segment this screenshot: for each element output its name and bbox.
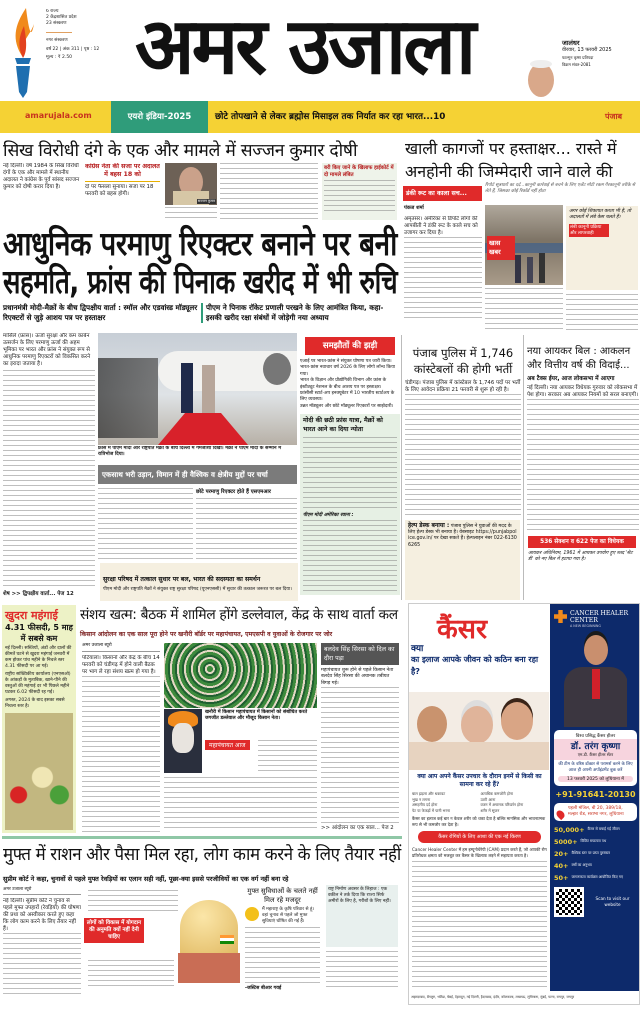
address-card bbox=[554, 803, 637, 821]
ad-doctor-panel bbox=[550, 604, 640, 991]
photo-caption: फ्रांस में पीएम मोदी और राष्ट्रपति मैक्रों के बीच दिल्ली में गर्मजोशी दिखी। मैक्रों ने पीएम मोदी के सम्मान में रात्रिभोज दिया। bbox=[98, 446, 282, 457]
stats-list bbox=[554, 824, 637, 884]
top-strip bbox=[0, 101, 640, 133]
rajnath-photo bbox=[523, 55, 559, 101]
city: जालंधर bbox=[562, 39, 580, 47]
sajjan-photo bbox=[165, 163, 217, 205]
inflation-bullet: राष्ट्रीय सांख्यिकीय कार्यालय (एनएसओ) के आंकड़ों के मुताबिक, खाने-पीने की वस्तुओं की महंगाई दर भी पिछले महीने घटकर 6.02 फीसदी रह गई। bbox=[5, 672, 71, 695]
tax-column bbox=[527, 345, 639, 533]
dateline bbox=[562, 40, 640, 68]
stat-label: जागरूकता कार्यक्रम आयोजित किए गए bbox=[571, 875, 623, 880]
appointment-date: 13 फरवरी 2025 को लुधियाना में bbox=[558, 776, 633, 782]
qr-text: Scan to visit our website bbox=[595, 895, 630, 907]
visit-tag: पीएम मोदी अमेरिका रवाना : bbox=[303, 513, 354, 519]
inflation-box bbox=[2, 605, 76, 833]
sajjan-sub-box bbox=[85, 163, 160, 220]
ad-question: क्या आप अपने कैंसर उपचार के दौरान इनमें से किसी का सामना कर रहे हैं? bbox=[417, 773, 542, 788]
appointment-text: की टीम के वरिष्ठ डॉक्टर से परामर्श करने के लिए आज ही अपनी अपॉइंटमेंट बुक करें bbox=[558, 762, 633, 773]
city-edition: नगर संस्करण bbox=[46, 38, 68, 43]
smr-head: छोटे परमाणु रिएक्टर होते हैं एसएमआर bbox=[196, 489, 271, 495]
phone-number[interactable]: +91-91641-20130 bbox=[555, 789, 636, 799]
stat-number: 50,000+ bbox=[554, 825, 585, 834]
lead-body-text: मार्सिले (फ्रांस)। ऊर्जा सुरक्षा और कम कार्बन उत्सर्जन के लिए परमाणु ऊर्जा की अहम भूमिका पर भारत और फ्रांस ने संयुक्त रूप से आधुनिक परमाणु रिएक्टरों को विकसित करने का इरादा जताया है। bbox=[3, 333, 91, 367]
ad-brand-sub: A NEW BEGINNING bbox=[570, 624, 601, 628]
ad-paragraph: कैंसर का इलाज कई बार न केवल शरीर को थका देता है बल्कि मानसिक और भावनात्मक रूप से भी कमजोर कर देता है। bbox=[412, 816, 546, 827]
sajjan-side-head: बरी किए जाने के खिलाफ हाईकोर्ट में दो मामले लंबित bbox=[324, 165, 394, 178]
donkey-quote-box bbox=[566, 206, 638, 290]
tax-badge-body: आयकर अधिनियम, 1961 में आयकर उपयोग हुए शब्द 'सैट डी' को नए बिल में हटाया गया है। bbox=[528, 551, 633, 563]
ad-kya: क्या bbox=[411, 644, 424, 654]
donkey-body-text: अमृतसर। अमेरिका से डिपोर्ट लोगों की आपबीती ने डंकी रूट के काले सच को उजागर कर दिया है। bbox=[404, 216, 478, 236]
help-desk-box bbox=[405, 520, 520, 600]
continued-link[interactable]: शेष >> द्विपक्षीय वार्ता... पेज 12 bbox=[3, 591, 74, 597]
stat-number: 40+ bbox=[554, 861, 569, 870]
symptom: पेट या फेफड़ों में पानी भरना bbox=[412, 807, 450, 813]
doctor-name: डॉ. तरंग कृष्णा bbox=[554, 739, 637, 752]
tax-body-text: नई दिल्ली। नया आयकर विधेयक गुरुवार को लोकसभा में पेश होगा। सरकार अब आयकर नियमों को सरल बनाएगी। bbox=[527, 385, 639, 398]
stat-label: विजिट सफलता पथ bbox=[580, 839, 607, 844]
stat-label: वैश्विक स्तर पर प्राप्त पुरस्कार bbox=[571, 851, 610, 856]
sajjan-sub-head: कांग्रेस नेता की सजा पर अदालत में बहस 18 को bbox=[85, 163, 160, 182]
help-label: हेल्प डेस्क बनाया : bbox=[408, 522, 450, 529]
freebies-box-body: मैं महाराष्ट्र के कृषि परिवार से हूं। वहां चुनाव से पहले जो मुफ्त सुविधाएं घोषित की गई हैं। bbox=[262, 907, 315, 924]
lead-body bbox=[3, 333, 95, 598]
tax-sub: अब टैक्स ईयर, आज लोकसभा में आएगा bbox=[527, 376, 615, 382]
baldev-head: बलदेव सिंह सिरसा को दिल का दौरा पड़ा bbox=[321, 643, 399, 665]
section-tag: एयरो इंडिया-2025 bbox=[111, 101, 208, 133]
punjab-police-headline[interactable]: पंजाब पुलिस में 1,746 कांस्टेबलों की होगी भर्ती bbox=[412, 346, 514, 376]
issue-info: वर्ष 22 | अंक 311 | पृष्ठ : 12 bbox=[46, 47, 100, 52]
location-pin-icon bbox=[555, 808, 566, 819]
freebies-quote: लोगों को विकास में योगदान की अनुमति क्यों नहीं देनी चाहिए bbox=[84, 918, 144, 943]
masthead-title: अमर उजाला bbox=[135, 2, 474, 92]
baldev-box bbox=[321, 643, 399, 773]
donkey-tag: डंकी रूट का काला सच... bbox=[403, 186, 482, 201]
stat-number: 50+ bbox=[554, 873, 569, 882]
lead-headline-2[interactable]: सहमति, फ्रांस की पिनाक खरीद में भी रुचि bbox=[3, 262, 398, 301]
edition-note: 23 संस्करण bbox=[46, 21, 67, 26]
inflation-bullet: अगस्त, 2024 के बाद इसका सबसे निचला स्तर है। bbox=[5, 698, 65, 709]
cancer-ad[interactable] bbox=[408, 603, 640, 1005]
samvat: विक्रम संवत-2081 bbox=[562, 62, 591, 67]
tax-headline[interactable]: नया आयकर बिल : आकलन और वित्तीय वर्ष की विदाई... bbox=[527, 346, 631, 371]
inflation-title: खुदरा महंगाई bbox=[5, 609, 58, 622]
farmers-body-text: पटियाला। किसानों और केंद्र के बीच 14 फरवरी को चंडीगढ़ में होने वाली बैठक पर भाग ले रहा संशय खत्म हो गया है। bbox=[82, 655, 160, 675]
cancer-healer-logo-icon bbox=[554, 610, 567, 623]
tax-badge: 536 सेक्शन व 622 पेज का विधेयक bbox=[528, 536, 636, 548]
sajjan-side-box bbox=[322, 163, 397, 220]
ad-cities: अहमदाबाद, बेंगलुरु, भटिंडा, चेन्नई, देहरादून, नई दिल्ली, हैदराबाद, इंदौर, कोलकाता, लखनऊ, लुधियाना, मुंबई, पटना, रायपुर, जयपुर bbox=[411, 995, 575, 999]
symptom: वजन में अचानक परिवर्तन होना bbox=[480, 802, 524, 807]
healer-label: विश्व प्रसिद्ध कैंसर हीलर bbox=[575, 734, 616, 739]
symptom: उल्टी आना bbox=[480, 796, 496, 802]
agreements-box bbox=[300, 333, 400, 595]
supreme-court-image bbox=[176, 885, 240, 990]
stat-label: कैंसर से बचाई गई जीवन bbox=[587, 827, 620, 832]
badge-text: खास खबर bbox=[489, 239, 501, 256]
help-body: पंजाब पुलिस ने युवाओं की मदद के लिए हेल्प डेस्क भी बनाया है। वेबसाइट https://punjabpolice.gov.in/ पर देखा सकते हैं। हेल्पलाइन नंबर 022-61306265 bbox=[408, 524, 517, 548]
edition-note: 2 केंद्रशासित प्रदेश bbox=[46, 15, 77, 20]
symptom: बाल झड़ना और थकावट bbox=[412, 791, 446, 796]
site-link[interactable]: amarujala.com bbox=[25, 111, 92, 120]
freebies-right-body: राष्ट्र निर्माण अवसर के लिहाज : एक वकील ने तर्क दिया कि राज्य सिर्फ अमीरों के लिए है, गरीबों के लिए नहीं। bbox=[328, 887, 391, 904]
qr-code-icon[interactable] bbox=[554, 887, 584, 917]
unsc-box bbox=[100, 563, 298, 601]
farmers-sub: किसान आंदोलन का एक साल पूरा होने पर खनौरी बॉर्डर पर महापंचायत, एमएसपी व युवाओं के रोजगार पर जोर bbox=[80, 631, 333, 638]
ad-left-content bbox=[412, 773, 547, 989]
freebies-box-head: मुफ्त सुविधाओं के चलते नहीं मिल रहे मजदूर bbox=[247, 887, 318, 904]
donkey-byline: पंकज शर्मा bbox=[404, 205, 424, 211]
donkey-quote: अगर कोई शिकायत करता भी है, तो अदालतों में लंबे केस चलते हैं। bbox=[569, 209, 631, 220]
region-label: पंजाब bbox=[605, 112, 623, 121]
donkey-quote-tag: लंबी कानूनी प्रक्रिया और लापरवाही bbox=[569, 224, 609, 237]
inflation-body: नई दिल्ली। सब्जियों, अंडों और दालों की कीमतें घटने से खुदरा महंगाई जनवरी में कम होकर पांच महीने के निचले स्तर 4.31 फीसदी पर आ गई। bbox=[5, 646, 72, 669]
symptom: शरीर में सूजन bbox=[480, 807, 500, 813]
rupee-coin-icon bbox=[245, 907, 259, 921]
police-body-text: चंडीगढ़। पंजाब पुलिस में कांस्टेबल के 1,746 पदों पर भर्ती के लिए आवेदन प्रक्रिया 21 फरवरी से शुरू हो रही है। bbox=[405, 380, 521, 393]
baldev-body: महापंचायत शुरू होने से पहले किसान नेता बलदेव सिंह सिरसा की अचानक तबीयत बिगड़ गई। bbox=[321, 668, 394, 686]
lead-deck-right: पीएम ने पिनाक रॉकेट प्रणाली परखने के लिए आमंत्रित किया, कहा-इसकी खरीद रक्षा संबंधों में जोड़ेगी नया अध्याय bbox=[206, 303, 384, 322]
ad-brand: CANCER HEALER CENTER bbox=[570, 610, 629, 624]
stat-number: 5000+ bbox=[554, 837, 578, 846]
inflation-sub: 4.31 फीसदी, 5 माह में सबसे कम bbox=[5, 623, 73, 643]
edition-note: 6 राज्य bbox=[46, 9, 59, 14]
doctor-sub: एम.डी. कैंसर हीलर सेंटर bbox=[554, 752, 637, 760]
stat-label: वर्षों का अनुभव bbox=[571, 863, 592, 868]
donkey-body bbox=[404, 216, 482, 331]
symptom: अत्यधिक कमजोरी होना bbox=[480, 791, 513, 796]
agreement-item: भारत के विज्ञान और प्रौद्योगिकी विभाग और फ्रांस के इंस्टीट्यूट नेशनल के बीच आशय पत्र पर हस्ताक्षर। bbox=[300, 378, 387, 390]
symptom: असहनीय दर्द होना bbox=[412, 802, 438, 807]
mahapanchayat-tag: महापंचायत आज bbox=[205, 740, 250, 750]
freebies-byline: अमर उजाला ब्यूरो bbox=[3, 886, 81, 895]
freebies-body bbox=[3, 898, 81, 998]
farmers-byline: अमर उजाला ब्यूरो bbox=[82, 642, 160, 652]
donkey-deck: रिपोर्ट सूत्रधारों का दर्द...कानूनी कार्रवाई से बचने के लिए एजेंट मोटी रकम गैरकानूनी तरीके से लेते हैं, जिसका कोई रिकॉर्ड नहीं होता bbox=[485, 183, 636, 194]
family-photo bbox=[409, 692, 549, 770]
modi-macron-photo bbox=[98, 333, 297, 445]
punjab-police-column bbox=[405, 345, 521, 517]
farmers-caption: खनौरी में किसान महापंचायत में किसानों को संबोधित करते जगजीत डल्लेवाल और मौजूद किसान नेता। bbox=[205, 710, 308, 721]
freebies-body-text: नई दिल्ली। सुप्रीम कोर्ट ने चुनाव से पहले मुफ्त उपहारों (रेवड़ियों) की घोषणा की प्रथा को अस्वीकार करते हुए कहा कि लोग काम करने के लिए तैयार नहीं हैं। bbox=[3, 898, 81, 932]
agreements-title: समझौतों की झड़ी bbox=[305, 337, 395, 355]
ad-tagline: का इलाज आपके जीवन को कठिन बना रहा है? bbox=[411, 655, 539, 676]
lead-deck-left: प्रधानमंत्री मोदी-मैक्रों के बीच द्विपक्षीय वार्ता : स्मॉल और एडवांस्ड मॉड्यूलर रिएक्टरों से जुड़े आशय पत्र पर हस्ताक्षर bbox=[3, 303, 198, 322]
agreement-item: एआई पर भारत-फ्रांस ने संयुक्त घोषणा पत्र जारी किया। भारत-फ्रांस नवाचार वर्ष 2026 के लिए लोगो लॉन्च किया गया। bbox=[300, 359, 395, 377]
date: वीरवार, 13 फरवरी 2025 bbox=[562, 47, 612, 53]
continued-link[interactable]: >> आंदोलन का एक साल... पेज 2 bbox=[321, 825, 394, 831]
visit-head: मोदी की छठी फ्रांस यात्रा, मैक्रों को भारत आने का दिया न्योता bbox=[303, 417, 383, 433]
khas-khabar-badge bbox=[487, 236, 515, 260]
sajjan-headline[interactable]: सिख विरोधी दंगे के एक और मामले में सज्जन कुमार दोषी bbox=[3, 141, 358, 161]
flight-banner: एकसाथ भरी उड़ान, विमान में ही वैश्विक व क्षेत्रीय मुद्दों पर चर्चा bbox=[98, 465, 297, 484]
smr-box bbox=[196, 487, 297, 560]
vegetables-image bbox=[5, 713, 73, 830]
freebies-right-box bbox=[326, 885, 398, 947]
symptom: भूख न लगना bbox=[412, 796, 431, 802]
price: मूल्य : ₹ 2.50 bbox=[46, 55, 73, 60]
photo-label: सज्जन कुमार bbox=[197, 199, 215, 203]
sajjan-body-text: नई दिल्ली। वर्ष 1984 के सिख विरोधी दंगों के एक और मामले में स्थानीय अदालत ने कांग्रेस के पूर्व सांसद सज्जन कुमार को दोषी करार दिया है। bbox=[3, 163, 80, 190]
stat-number: 20+ bbox=[554, 849, 569, 858]
ad-pill: कैंसर रोगियों के लिए आशा की एक नई किरण bbox=[418, 831, 541, 843]
symptom-list bbox=[412, 791, 547, 813]
lead-headline-1[interactable]: आधुनिक परमाणु रिएक्टर बनाने पर बनी bbox=[3, 224, 397, 263]
ad-cancer-word: कैंसर bbox=[437, 614, 488, 645]
ad-paragraph-2: Cancer Healer Center में हम इम्यूनोथेरेपी (CAM) प्रदान करते हैं, जो आपकी रोग प्रतिरोधक क्षमता को मजबूत कर कैंसर के खिलाफ लड़ने में सहायता करता है। bbox=[412, 847, 547, 858]
freebies-headline[interactable]: मुफ्त में राशन और पैसा मिल रहा, लोग काम करने के लिए तैयार नहीं bbox=[3, 844, 401, 865]
farmers-body bbox=[82, 655, 160, 832]
address: पहली मंजिल, बी 20, 389/18, मल्हार रोड, सराभा नगर, लुधियाना bbox=[568, 805, 624, 817]
freebies-side-box bbox=[243, 885, 322, 993]
edition-notes bbox=[46, 9, 116, 61]
agreement-item: उन्नत मॉड्यूलर और छोटे मॉड्यूलर रिएक्टरों पर साझेदारी। bbox=[300, 403, 394, 409]
sajjan-sub-body: दो पर फैसला सुनाया। सजा पर 18 फरवरी को बहस होगी। bbox=[85, 184, 154, 197]
hindi-date: फाल्गुन कृष्ण प्रतिपदा bbox=[562, 55, 594, 60]
farmers-cont bbox=[321, 777, 399, 832]
doctor-card bbox=[554, 730, 637, 786]
donkey-headline-1[interactable]: खाली कागजों पर हस्ताक्षर... रास्ते में bbox=[405, 139, 617, 158]
freebies-box-sign: -जस्टिस बीआर गवई bbox=[245, 986, 282, 991]
farmers-headline[interactable]: संशय खत्म: बैठक में शामिल होंगे डल्लेवाल, केंद्र के साथ वार्ता कल bbox=[80, 607, 398, 623]
agreement-item: फ्रांसीसी स्टार्ट-अप इनक्यूबेटर में 10 भारतीय स्टार्टअप के लिए व्यवस्था। bbox=[300, 391, 395, 403]
logo-flame-icon bbox=[10, 6, 36, 98]
unsc-head: सुरक्षा परिषद में तत्काल सुधार पर बल, भारत की सदस्यता का समर्थन bbox=[103, 576, 261, 583]
donkey-headline-2[interactable]: अनहोनी की जिम्मेदारी जाने वाले की bbox=[405, 162, 613, 181]
freebies-sub: सुप्रीम कोर्ट ने कहा, चुनावों से पहले मुफ्त रेवड़ियों का एलान सही नहीं, पूछा-क्या इससे परजीवियों का एक वर्ग नहीं बना रहे bbox=[3, 875, 289, 883]
dallewal-photo bbox=[164, 709, 202, 773]
sajjan-body bbox=[3, 163, 83, 220]
unsc-body: पीएम मोदी और राष्ट्रपति मैक्रों ने संयुक्त राष्ट्र सुरक्षा परिषद (यूएनएससी) में सुधार की तत्काल जरूरत पर बल दिया। bbox=[103, 587, 292, 592]
strip-headline[interactable]: छोटे तोपखाने से लेकर ब्रह्मोस मिसाइल तक निर्यात कर रहा भारत...10 bbox=[215, 112, 446, 122]
doctor-photo bbox=[564, 631, 627, 727]
mahapanchayat-photo bbox=[164, 643, 317, 708]
